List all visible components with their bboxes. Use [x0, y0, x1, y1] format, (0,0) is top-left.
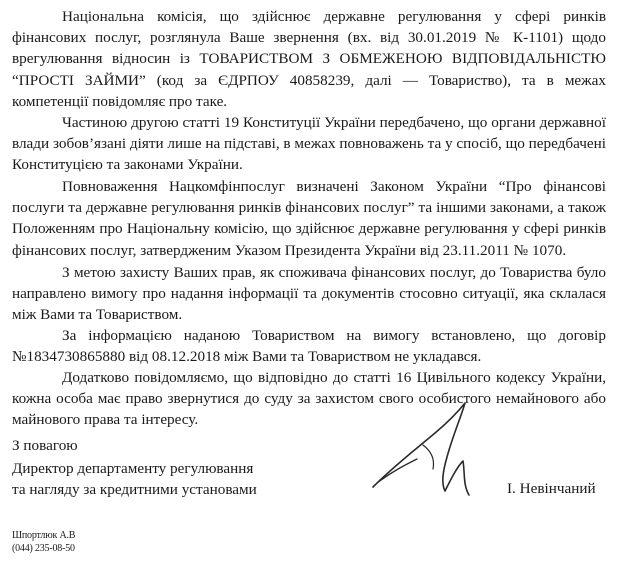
signer-name: І. Невінчаний — [507, 480, 596, 497]
paragraph-court-right: Додатково повідомляємо, що відповідно до статті 16 Цивільного кодексу України, кожна особа має право звернутися до суду за захистом свого особистого немайнового або майнового права та інтересу. — [12, 369, 606, 429]
handwritten-signature — [365, 395, 495, 505]
paragraph-powers: Повноваження Нацкомфінпослуг визначені Законом України “Про фінансові послуги та державне регулювання ринків фінансових послуг” та іншими законами, а також Положенням про Національну комісію, що здійснює державне регулювання у сфері ринків фінансових послуг, затвердженим Указом Президента України від 23.11.2011 № 1070. — [12, 178, 606, 259]
signer-title-line2: та нагляду за кредитними установами — [12, 481, 257, 498]
paragraph-finding: За інформацією наданою Товариством на вимогу встановлено, що договір №1834730865880 від 08.12.2018 між Вами та Товариством не укладався. — [12, 327, 606, 366]
executor-name: Шпортлюк А.В — [12, 530, 76, 541]
closing-salutation: З повагою — [12, 437, 78, 454]
paragraph-request: З метою захисту Ваших прав, як споживача фінансових послуг, до Товариства було направлено вимогу про надання інформації та документів стосовно ситуації, яка склалася між Вами та Товариством. — [12, 264, 606, 324]
paragraph-constitution: Частиною другою статті 19 Конституції України передбачено, що органи державної влади зобов’язані діяти лише на підставі, в межах повноважень та у спосіб, що передбачені Конституцією та законами України. — [12, 114, 606, 174]
paragraph-intro: Національна комісія, що здійснює державне регулювання у сфері ринків фінансових послуг, розглянула Ваше звернення (вх. від 30.01.2019 № К-1101) щодо врегулювання відносин із ТОВАРИСТВОМ З ОБМЕЖЕНОЮ ВІДПОВІДАЛЬНІСТЮ “ПРОСТІ ЗАЙМИ” (код за ЄДРПОУ 40858239, далі — Товариство), та в межах компетенції повідомляє про таке. — [12, 8, 606, 110]
executor-phone: (044) 235-08-50 — [12, 543, 75, 554]
signer-title-line1: Директор департаменту регулювання — [12, 460, 254, 477]
